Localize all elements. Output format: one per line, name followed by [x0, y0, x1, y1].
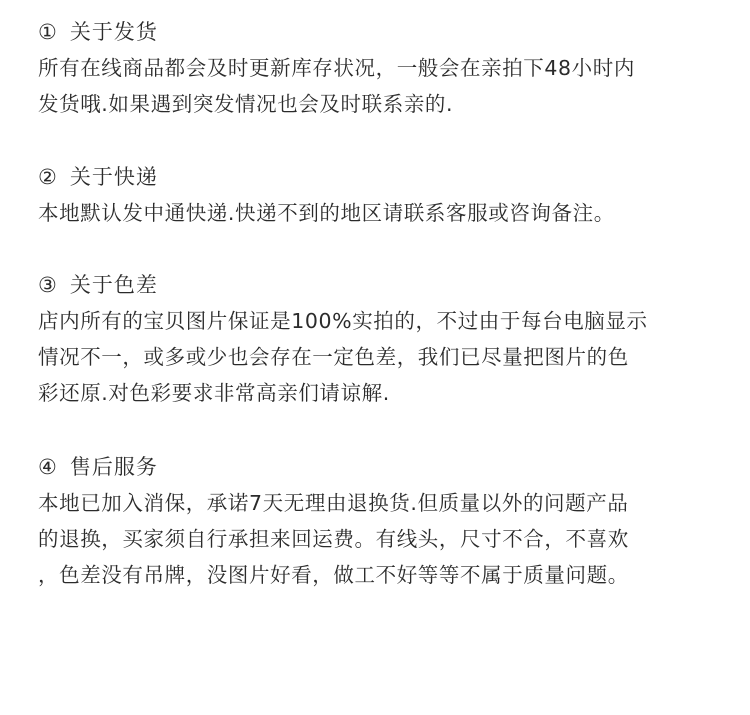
paragraph-line: 本地已加入消保，承诺7天无理由退换货.但质量以外的问题产品	[38, 491, 629, 515]
section-title: 关于快递	[69, 165, 158, 189]
section-heading	[38, 14, 728, 50]
section-express	[38, 159, 728, 231]
section-after-sales	[38, 449, 728, 593]
paragraph-line: 的退换，买家须自行承担来回运费。有线头，尺寸不合，不喜欢	[38, 527, 629, 551]
section-heading	[38, 267, 728, 303]
section-heading	[38, 449, 728, 485]
paragraph-line: 本地默认发中通快递.快递不到的地区请联系客服或咨询备注。	[38, 201, 615, 225]
paragraph-line: 店内所有的宝贝图片保证是100%实拍的，不过由于每台电脑显示	[38, 309, 648, 333]
paragraph-line: 所有在线商品都会及时更新库存状况，一般会在亲拍下48小时内	[38, 56, 635, 80]
section-shipping	[38, 14, 728, 122]
paragraph-line: 发货哦.如果遇到突发情况也会及时联系亲的.	[38, 92, 454, 116]
circled-number-3: ③	[38, 273, 58, 297]
section-title: 售后服务	[69, 455, 158, 479]
section-heading	[38, 159, 728, 195]
section-color-difference	[38, 267, 728, 411]
paragraph-line: 彩还原.对色彩要求非常高亲们请谅解.	[38, 381, 390, 405]
circled-number-2: ②	[38, 165, 58, 189]
section-title: 关于色差	[69, 273, 158, 297]
paragraph-line: 情况不一，或多或少也会存在一定色差，我们已尽量把图片的色	[38, 345, 629, 369]
circled-number-1: ①	[38, 20, 58, 44]
section-title: 关于发货	[69, 20, 158, 44]
circled-number-4: ④	[38, 455, 58, 479]
paragraph-line: ，色差没有吊牌，没图片好看，做工不好等等不属于质量问题。	[38, 563, 629, 587]
